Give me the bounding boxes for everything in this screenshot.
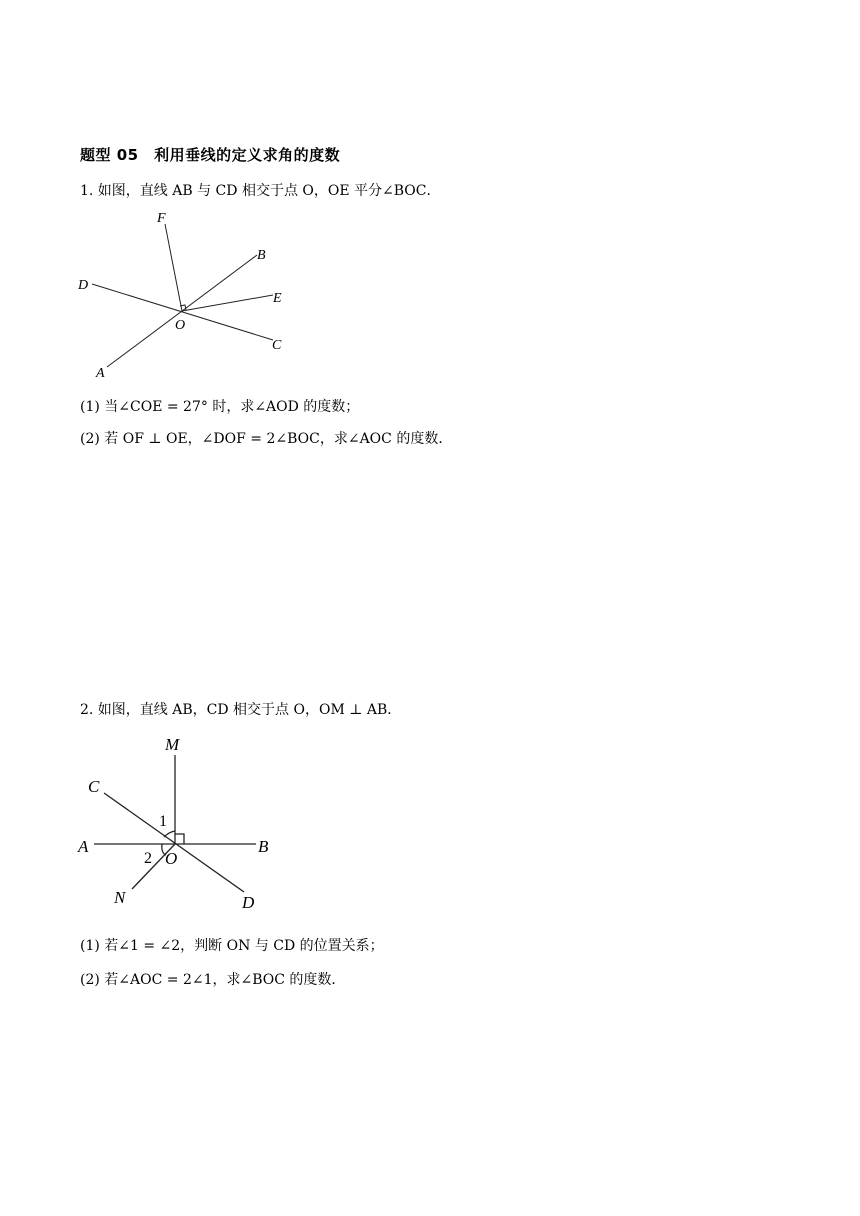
label-B: B [257,248,266,263]
label-angle-2: 2 [144,850,152,867]
angle-1-arc [164,831,175,837]
label-B: B [258,837,269,856]
problem-2-figure [70,730,290,915]
label-C: C [272,338,282,353]
label-M: M [165,735,180,754]
label-N: N [114,888,126,907]
problem-1-question-1: (1) 当∠COE = 27° 时，求∠AOD 的度数； [80,399,360,415]
right-angle-mark-2 [175,834,184,844]
label-D: D [242,893,255,912]
ray-OE [182,295,273,311]
label-O: O [165,849,178,868]
label-O: O [175,318,186,333]
problem-2-stem: 2. 如图，直线 AB，CD 相交于点 O，OM ⊥ AB． [80,702,402,718]
label-A: A [96,366,105,381]
problem-1-stem: 1. 如图，直线 AB 与 CD 相交于点 O，OE 平分∠BOC． [80,183,441,199]
ray-OF [165,224,182,311]
label-angle-1: 1 [159,813,167,830]
problem-2-question-1: (1) 若∠1 = ∠2，判断 ON 与 CD 的位置关系； [80,938,384,954]
label-C: C [88,777,100,796]
problem-1-question-2: (2) 若 OF ⊥ OE，∠DOF = 2∠BOC，求∠AOC 的度数． [80,431,453,447]
label-F: F [157,211,166,226]
problem-1-figure [70,205,310,385]
line-CD [104,793,244,892]
section-title: 题型 05 利用垂线的定义求角的度数 [80,146,341,164]
problem-2-question-2: (2) 若∠AOC = 2∠1，求∠BOC 的度数． [80,972,346,988]
label-A: A [78,837,89,856]
label-E: E [273,291,282,306]
label-D: D [78,278,89,293]
